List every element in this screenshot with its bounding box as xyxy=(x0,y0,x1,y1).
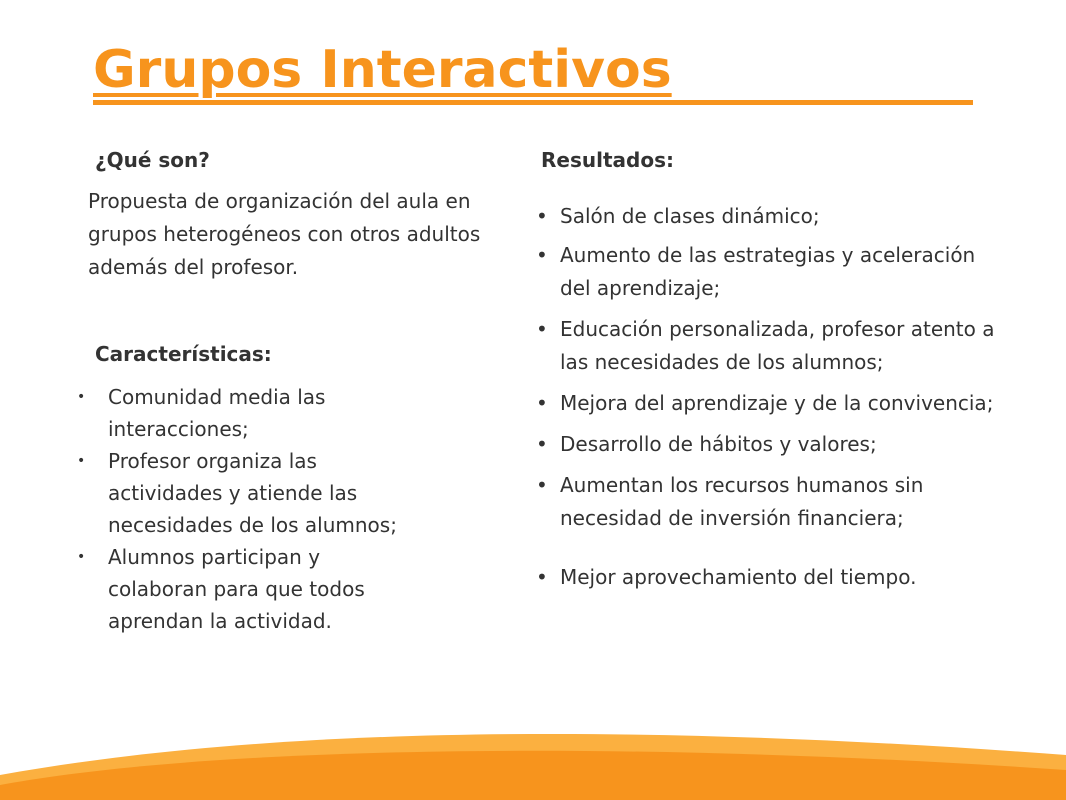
que-son-text: Propuesta de organización del aula en grupos heterogéneos con otros adultos además del profesor. xyxy=(88,189,481,279)
slide-title-text: Grupos Interactivos xyxy=(93,40,672,100)
list-item: • Mejor aprovechamiento del tiempo. xyxy=(536,561,1006,594)
resultados-list xyxy=(536,200,1006,594)
list-item: • Aumento de las estrategias y aceleración del aprendizaje; xyxy=(536,239,1006,305)
bullet-icon: • xyxy=(536,204,548,228)
orange-wave-decoration xyxy=(0,720,1066,800)
bullet-icon: • xyxy=(536,565,548,589)
list-item: • Aumentan los recursos humanos sin necesidad de inversión financiera; xyxy=(536,469,1006,535)
resultados-heading: Resultados: xyxy=(541,148,674,172)
bullet-icon: • xyxy=(536,317,548,341)
list-item: • Alumnos participan y colaboran para que todos aprendan la actividad. xyxy=(77,541,407,637)
bullet-icon: • xyxy=(77,389,86,405)
que-son-heading: ¿Qué son? xyxy=(95,148,210,172)
caracteristicas-heading: Características: xyxy=(95,342,272,366)
bullet-icon: • xyxy=(536,391,548,415)
bullet-icon: • xyxy=(77,549,86,565)
slide-title xyxy=(93,40,973,105)
bullet-icon: • xyxy=(77,453,86,469)
list-item: • Mejora del aprendizaje y de la convivencia; xyxy=(536,387,1006,420)
list-item: • Profesor organiza las actividades y atiende las necesidades de los alumnos; xyxy=(77,445,407,541)
bullet-icon: • xyxy=(536,243,548,267)
bullet-icon: • xyxy=(536,432,548,456)
list-item: • Comunidad media las interacciones; xyxy=(77,381,407,445)
list-item: • Salón de clases dinámico; xyxy=(536,200,1006,233)
caracteristicas-list xyxy=(77,381,407,637)
list-item: • Educación personalizada, profesor atento a las necesidades de los alumnos; xyxy=(536,313,1006,379)
list-item: • Desarrollo de hábitos y valores; xyxy=(536,428,1006,461)
bullet-icon: • xyxy=(536,473,548,497)
